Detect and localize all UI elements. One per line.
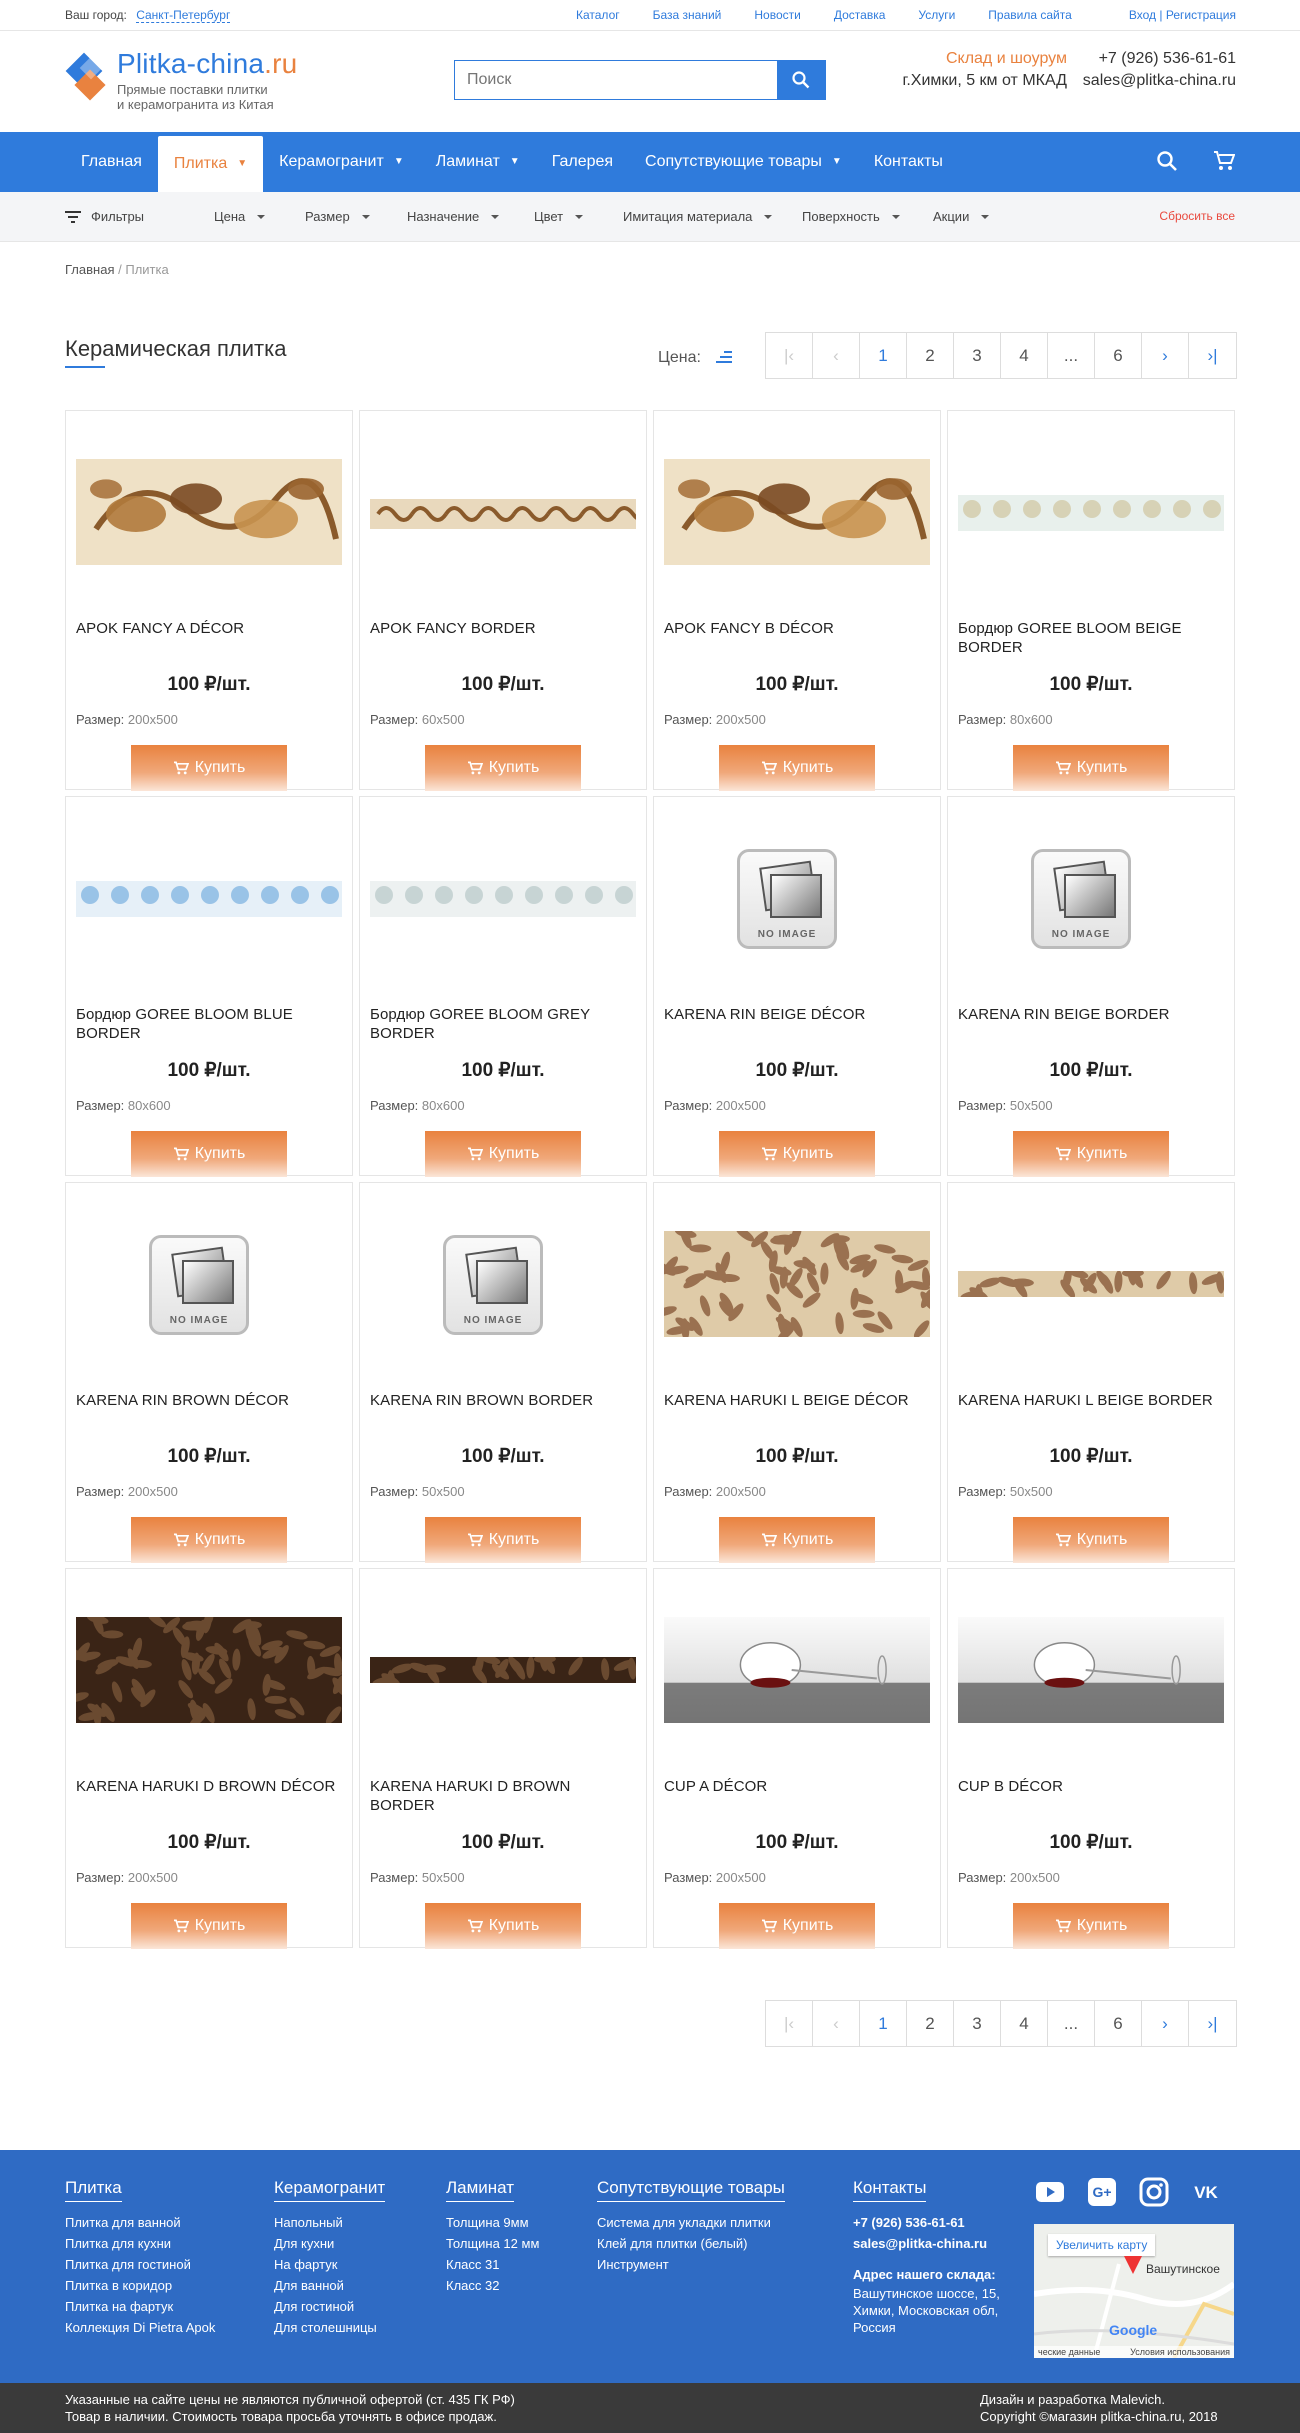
- filter-material[interactable]: Имитация материала: [623, 209, 772, 224]
- page-link[interactable]: 2: [907, 2001, 954, 2046]
- product-price: 100 ₽/шт.: [461, 674, 545, 695]
- buy-button[interactable]: Купить: [131, 1131, 287, 1177]
- nav-accessories[interactable]: Сопутствующие товары ▼: [629, 132, 858, 192]
- showroom-title[interactable]: Склад и шоурум: [945, 50, 1067, 67]
- product-card[interactable]: [65, 1568, 353, 1948]
- cart-icon: [467, 1533, 483, 1547]
- top-link-rules[interactable]: Правила сайта: [988, 8, 1072, 22]
- caret-down-icon: [575, 215, 583, 219]
- page-link[interactable]: 4: [1001, 333, 1048, 378]
- pagination-bottom: [765, 2000, 1237, 2047]
- instagram-icon[interactable]: [1138, 2176, 1170, 2208]
- cart-icon: [761, 1919, 777, 1933]
- footer-email[interactable]: sales@plitka-china.ru: [853, 2236, 988, 2251]
- product-size: Размер: 60x500: [370, 712, 465, 727]
- caret-down-icon: [764, 215, 772, 219]
- filter-promo[interactable]: Акции: [933, 209, 989, 224]
- product-size: Размер: 80x600: [76, 1098, 171, 1113]
- footer-link[interactable]: Плитка в коридор: [65, 2278, 173, 2293]
- product-price: 100 ₽/шт.: [461, 1060, 545, 1081]
- search-input[interactable]: [455, 61, 777, 99]
- product-name[interactable]: KARENA HARUKI L BEIGE DÉCOR: [664, 1392, 909, 1409]
- prev-page-icon[interactable]: ‹: [813, 333, 860, 378]
- footer-link[interactable]: Для ванной: [274, 2278, 344, 2293]
- product-card[interactable]: [65, 796, 353, 1176]
- cart-icon: [467, 761, 483, 775]
- product-image[interactable]: [370, 1657, 636, 1683]
- footer-link[interactable]: Плитка для гостиной: [65, 2257, 191, 2272]
- footer-col-accessories: Сопутствующие товары Система для укладки плитки Клей для плитки (белый) Инструмент: [597, 2178, 785, 2275]
- footer-link[interactable]: Коллекция Di Pietra Apok: [65, 2320, 216, 2335]
- product-size: Размер: 200x500: [958, 1870, 1060, 1885]
- product-image[interactable]: [370, 881, 636, 917]
- map-widget[interactable]: Увеличить карту Вашутинское Google ческие данные Условия использования: [1034, 2224, 1234, 2358]
- footer-link[interactable]: Система для укладки плитки: [597, 2215, 771, 2230]
- map-pin-icon: [1124, 2256, 1142, 2274]
- product-price: 100 ₽/шт.: [755, 1060, 839, 1081]
- buy-button[interactable]: Купить: [131, 1517, 287, 1563]
- logo-icon[interactable]: [65, 52, 109, 108]
- city-selector: [65, 8, 230, 22]
- buy-button[interactable]: Купить: [719, 1903, 875, 1949]
- buy-button[interactable]: Купить: [131, 1903, 287, 1949]
- sort-icon[interactable]: [714, 349, 734, 365]
- product-name[interactable]: CUP A DÉCOR: [664, 1778, 768, 1795]
- search-icon[interactable]: [1156, 150, 1178, 172]
- product-size: Размер: 200x500: [76, 712, 178, 727]
- page-link[interactable]: 1: [860, 2001, 907, 2046]
- filter-size[interactable]: Размер: [305, 209, 370, 224]
- cart-icon: [1055, 1919, 1071, 1933]
- product-size: Размер: 50x500: [958, 1098, 1053, 1113]
- product-size: Размер: 200x500: [664, 1484, 766, 1499]
- product-card[interactable]: [359, 796, 647, 1176]
- buy-button[interactable]: Купить: [131, 745, 287, 791]
- footer-link[interactable]: Класс 31: [446, 2257, 500, 2272]
- product-price: 100 ₽/шт.: [1049, 1832, 1133, 1853]
- buy-button[interactable]: Купить: [1013, 1903, 1169, 1949]
- cart-icon: [467, 1919, 483, 1933]
- cart-icon: [173, 1147, 189, 1161]
- product-name[interactable]: APOK FANCY B DÉCOR: [664, 620, 834, 637]
- product-name[interactable]: Бордюр GOREE BLOOM GREY BORDER: [370, 1006, 590, 1042]
- contact-info: [1083, 48, 1236, 92]
- chevron-down-icon: ▼: [509, 156, 520, 167]
- caret-down-icon: [362, 215, 370, 219]
- pagination-top: [765, 332, 1237, 379]
- next-page-icon[interactable]: ›: [1142, 2001, 1189, 2046]
- product-card[interactable]: [65, 410, 353, 790]
- product-price: 100 ₽/шт.: [167, 1060, 251, 1081]
- product-size: Размер: 50x500: [958, 1484, 1053, 1499]
- product-card[interactable]: [947, 410, 1235, 790]
- product-image[interactable]: [664, 459, 930, 565]
- page-title: Керамическая плитка: [65, 336, 287, 361]
- google-logo: Google: [1109, 2322, 1158, 2338]
- top-link-catalog[interactable]: Каталог: [576, 8, 620, 22]
- title-underline: [65, 366, 105, 368]
- buy-button[interactable]: Купить: [719, 1131, 875, 1177]
- product-size: Размер: 50x500: [370, 1870, 465, 1885]
- reset-filters-link[interactable]: Сбросить все: [1159, 209, 1235, 223]
- product-price: 100 ₽/шт.: [1049, 1060, 1133, 1081]
- city-label: Ваш город:: [65, 8, 127, 22]
- showroom-info: [902, 48, 1067, 92]
- product-name[interactable]: Бордюр GOREE BLOOM BLUE BORDER: [76, 1006, 293, 1042]
- page-link[interactable]: 4: [1001, 2001, 1048, 2046]
- no-image-icon[interactable]: NO IMAGE: [737, 849, 837, 949]
- product-price: 100 ₽/шт.: [461, 1832, 545, 1853]
- footer-link[interactable]: Для столешницы: [274, 2320, 377, 2335]
- footer-link[interactable]: Плитка для ванной: [65, 2215, 181, 2230]
- product-card[interactable]: [653, 410, 941, 790]
- search-button[interactable]: [777, 61, 825, 99]
- cart-icon[interactable]: [1213, 150, 1235, 172]
- product-card[interactable]: [359, 1182, 647, 1562]
- filter-bar: [0, 192, 1300, 242]
- product-size: Размер: 80x600: [958, 712, 1053, 727]
- page-link[interactable]: 6: [1095, 2001, 1142, 2046]
- cart-icon: [1055, 1147, 1071, 1161]
- svg-text:G+: G+: [1092, 2184, 1112, 2200]
- prev-page-icon[interactable]: ‹: [813, 2001, 860, 2046]
- product-name[interactable]: KARENA HARUKI L BEIGE BORDER: [958, 1392, 1213, 1409]
- product-price: 100 ₽/шт.: [461, 1446, 545, 1467]
- product-size: Размер: 200x500: [664, 712, 766, 727]
- product-size: Размер: 80x600: [370, 1098, 465, 1113]
- cart-icon: [761, 1147, 777, 1161]
- footer-col-porcelain: Керамогранит Напольный Для кухни На фартук Для ванной Для гостиной Для столешницы: [274, 2178, 385, 2338]
- city-link[interactable]: Санкт-Петербург: [136, 8, 231, 22]
- next-page-icon[interactable]: ›: [1142, 333, 1189, 378]
- filter-color[interactable]: Цвет: [534, 209, 583, 224]
- product-card[interactable]: [653, 1182, 941, 1562]
- caret-down-icon: [257, 215, 265, 219]
- buy-button[interactable]: Купить: [425, 745, 581, 791]
- stock-note: Товар в наличии. Стоимость товара просьба уточнять в офисе продаж.: [65, 2409, 497, 2424]
- product-price: 100 ₽/шт.: [1049, 1446, 1133, 1467]
- nav-contacts[interactable]: Контакты: [873, 153, 943, 170]
- vk-icon[interactable]: [1190, 2176, 1222, 2208]
- product-name[interactable]: KARENA RIN BROWN DÉCOR: [76, 1392, 290, 1409]
- page-link: ...: [1048, 2001, 1095, 2046]
- product-size: Размер: 200x500: [664, 1870, 766, 1885]
- last-page-icon[interactable]: ›|: [1207, 2013, 1218, 2033]
- footer-link[interactable]: Для гостиной: [274, 2299, 355, 2314]
- footer-phone[interactable]: +7 (926) 536-61-61: [853, 2215, 965, 2230]
- footer-link[interactable]: Инструмент: [597, 2257, 669, 2272]
- product-name[interactable]: KARENA RIN BROWN BORDER: [370, 1392, 594, 1409]
- buy-button[interactable]: Купить: [719, 745, 875, 791]
- top-link-services[interactable]: Услуги: [918, 8, 956, 22]
- product-price: 100 ₽/шт.: [755, 674, 839, 695]
- product-card[interactable]: [947, 1568, 1235, 1948]
- last-page-icon[interactable]: ›|: [1207, 345, 1218, 365]
- product-size: Размер: 50x500: [370, 1484, 465, 1499]
- chevron-down-icon: ▼: [237, 158, 248, 169]
- cart-icon: [761, 1533, 777, 1547]
- product-name[interactable]: KARENA RIN BEIGE DÉCOR: [664, 1006, 866, 1023]
- cart-icon: [173, 761, 189, 775]
- cart-icon: [761, 761, 777, 775]
- product-image[interactable]: [76, 1617, 342, 1723]
- product-image[interactable]: [958, 1617, 1224, 1723]
- buy-button[interactable]: Купить: [1013, 1131, 1169, 1177]
- cart-icon: [173, 1919, 189, 1933]
- product-image[interactable]: [664, 1617, 930, 1723]
- filter-price[interactable]: Цена: [214, 209, 265, 224]
- google-plus-icon[interactable]: [1086, 2176, 1118, 2208]
- caret-down-icon: [491, 215, 499, 219]
- no-image-icon[interactable]: NO IMAGE: [149, 1235, 249, 1335]
- buy-button[interactable]: Купить: [425, 1131, 581, 1177]
- filters-toggle[interactable]: Фильтры: [65, 209, 144, 224]
- copyright: Copyright ©магазин plitka-china.ru, 2018: [980, 2409, 1218, 2424]
- logo-text[interactable]: Plitka-china.ru: [117, 48, 298, 79]
- top-bar: [0, 0, 1300, 31]
- no-image-icon[interactable]: NO IMAGE: [1031, 849, 1131, 949]
- footer-link[interactable]: Клей для плитки (белый): [597, 2236, 748, 2251]
- nav-home[interactable]: Главная: [81, 153, 142, 170]
- page-link[interactable]: 6: [1095, 333, 1142, 378]
- product-size: Размер: 200x500: [664, 1098, 766, 1113]
- social-links: [1034, 2176, 1222, 2208]
- footer-link[interactable]: Напольный: [274, 2215, 343, 2230]
- product-card[interactable]: [653, 796, 941, 1176]
- cart-icon: [173, 1533, 189, 1547]
- breadcrumb-current: Плитка: [125, 262, 169, 277]
- enlarge-map-button[interactable]: Увеличить карту: [1048, 2234, 1155, 2256]
- search-box: [454, 60, 826, 100]
- design-credit[interactable]: Дизайн и разработка Malevich.: [980, 2392, 1165, 2407]
- product-name[interactable]: APOK FANCY A DÉCOR: [76, 620, 245, 637]
- auth-links[interactable]: Вход | Регистрация: [1128, 8, 1236, 22]
- header-email[interactable]: sales@plitka-china.ru: [1082, 72, 1236, 89]
- top-link-knowledge[interactable]: База знаний: [652, 8, 722, 22]
- product-name[interactable]: KARENA RIN BEIGE BORDER: [958, 1006, 1170, 1023]
- sort-label: Цена:: [658, 349, 701, 366]
- footer-link[interactable]: Плитка на фартук: [65, 2299, 174, 2314]
- nav-tiles[interactable]: Плитка ▼: [158, 136, 263, 192]
- nav-gallery[interactable]: Галерея: [551, 153, 614, 170]
- top-links: [576, 8, 1105, 22]
- product-card[interactable]: [947, 1182, 1235, 1562]
- svg-text:VK: VK: [1194, 2183, 1218, 2202]
- product-card[interactable]: [653, 1568, 941, 1948]
- product-card[interactable]: [65, 1182, 353, 1562]
- buy-button[interactable]: Купить: [425, 1517, 581, 1563]
- top-link-news[interactable]: Новости: [754, 8, 801, 22]
- footer: [0, 2150, 1300, 2383]
- breadcrumb: Главная / Плитка: [65, 262, 169, 277]
- cart-icon: [1055, 1533, 1071, 1547]
- footer-link[interactable]: Толщина 12 мм: [446, 2236, 540, 2251]
- product-image[interactable]: [958, 495, 1224, 531]
- buy-button[interactable]: Купить: [1013, 1517, 1169, 1563]
- footer-link[interactable]: На фартук: [274, 2257, 338, 2272]
- footer-link[interactable]: Плитка для кухни: [65, 2236, 172, 2251]
- filter-purpose[interactable]: Назначение: [407, 209, 499, 224]
- product-image[interactable]: [664, 1231, 930, 1337]
- no-image-icon[interactable]: NO IMAGE: [443, 1235, 543, 1335]
- page-link[interactable]: 2: [907, 333, 954, 378]
- product-size: Размер: 200x500: [76, 1870, 178, 1885]
- product-price: 100 ₽/шт.: [755, 1446, 839, 1467]
- footer-link[interactable]: Класс 32: [446, 2278, 500, 2293]
- disclaimer: Указанные на сайте цены не являются публичной офертой (ст. 435 ГК РФ): [65, 2392, 515, 2407]
- product-card[interactable]: [359, 410, 647, 790]
- product-name[interactable]: CUP B DÉCOR: [958, 1778, 1064, 1795]
- logo-tagline: Прямые поставки плитки и керамогранита из Китая: [117, 82, 274, 112]
- page-link: ...: [1048, 333, 1095, 378]
- footer-col-contacts: Контакты +7 (926) 536-61-61 sales@plitka-china.ru Адрес нашего склада: Вашутинское шоссе, 15, Химки, Московская обл, Россия: [853, 2178, 1000, 2335]
- product-image[interactable]: [370, 499, 636, 529]
- nav-porcelain[interactable]: Керамогранит ▼: [263, 132, 420, 192]
- page-link[interactable]: 3: [954, 333, 1001, 378]
- product-image[interactable]: [958, 1271, 1224, 1297]
- chevron-down-icon: ▼: [831, 156, 842, 167]
- filter-surface[interactable]: Поверхность: [802, 209, 900, 224]
- product-price: 100 ₽/шт.: [1049, 674, 1133, 695]
- buy-button[interactable]: Купить: [425, 1903, 581, 1949]
- product-image[interactable]: [76, 459, 342, 565]
- footer-col-laminate: Ламинат Толщина 9мм Толщина 12 мм Класс 31 Класс 32: [446, 2178, 539, 2296]
- chevron-down-icon: ▼: [393, 156, 404, 167]
- cart-icon: [467, 1147, 483, 1161]
- product-name[interactable]: KARENA HARUKI D BROWN DÉCOR: [76, 1778, 336, 1795]
- first-page-icon[interactable]: |‹: [766, 333, 813, 378]
- product-price: 100 ₽/шт.: [167, 674, 251, 695]
- buy-button[interactable]: Купить: [1013, 745, 1169, 791]
- footer-link[interactable]: Для кухни: [274, 2236, 335, 2251]
- nav-laminate[interactable]: Ламинат ▼: [420, 132, 536, 192]
- footer-col-tiles: Плитка Плитка для ванной Плитка для кухни Плитка для гостиной Плитка в коридор Плитка на фартук Коллекция Di Pietra Apok: [65, 2178, 215, 2338]
- breadcrumb-home[interactable]: Главная: [65, 262, 115, 277]
- product-name[interactable]: APOK FANCY BORDER: [370, 620, 536, 637]
- youtube-icon[interactable]: [1034, 2176, 1066, 2208]
- product-image[interactable]: [76, 881, 342, 917]
- product-card[interactable]: [359, 1568, 647, 1948]
- caret-down-icon: [981, 215, 989, 219]
- product-price: 100 ₽/шт.: [167, 1446, 251, 1467]
- showroom-address: г.Химки, 5 км от МКАД: [902, 72, 1067, 89]
- page-link[interactable]: 3: [954, 2001, 1001, 2046]
- page-link[interactable]: 1: [860, 333, 907, 378]
- filter-icon: [65, 211, 81, 223]
- caret-down-icon: [892, 215, 900, 219]
- header-phone[interactable]: +7 (926) 536-61-61: [1098, 50, 1236, 67]
- search-icon: [792, 71, 810, 89]
- first-page-icon[interactable]: |‹: [766, 2001, 813, 2046]
- product-card[interactable]: [947, 796, 1235, 1176]
- top-link-delivery[interactable]: Доставка: [833, 8, 886, 22]
- footer-link[interactable]: Толщина 9мм: [446, 2215, 529, 2230]
- cart-icon: [1055, 761, 1071, 775]
- product-price: 100 ₽/шт.: [167, 1832, 251, 1853]
- bottom-bar: [0, 2383, 1300, 2433]
- product-name[interactable]: Бордюр GOREE BLOOM BEIGE BORDER: [958, 620, 1182, 656]
- product-size: Размер: 200x500: [76, 1484, 178, 1499]
- product-name[interactable]: KARENA HARUKI D BROWN BORDER: [370, 1778, 571, 1814]
- buy-button[interactable]: Купить: [719, 1517, 875, 1563]
- main-nav: [0, 132, 1300, 192]
- product-price: 100 ₽/шт.: [755, 1832, 839, 1853]
